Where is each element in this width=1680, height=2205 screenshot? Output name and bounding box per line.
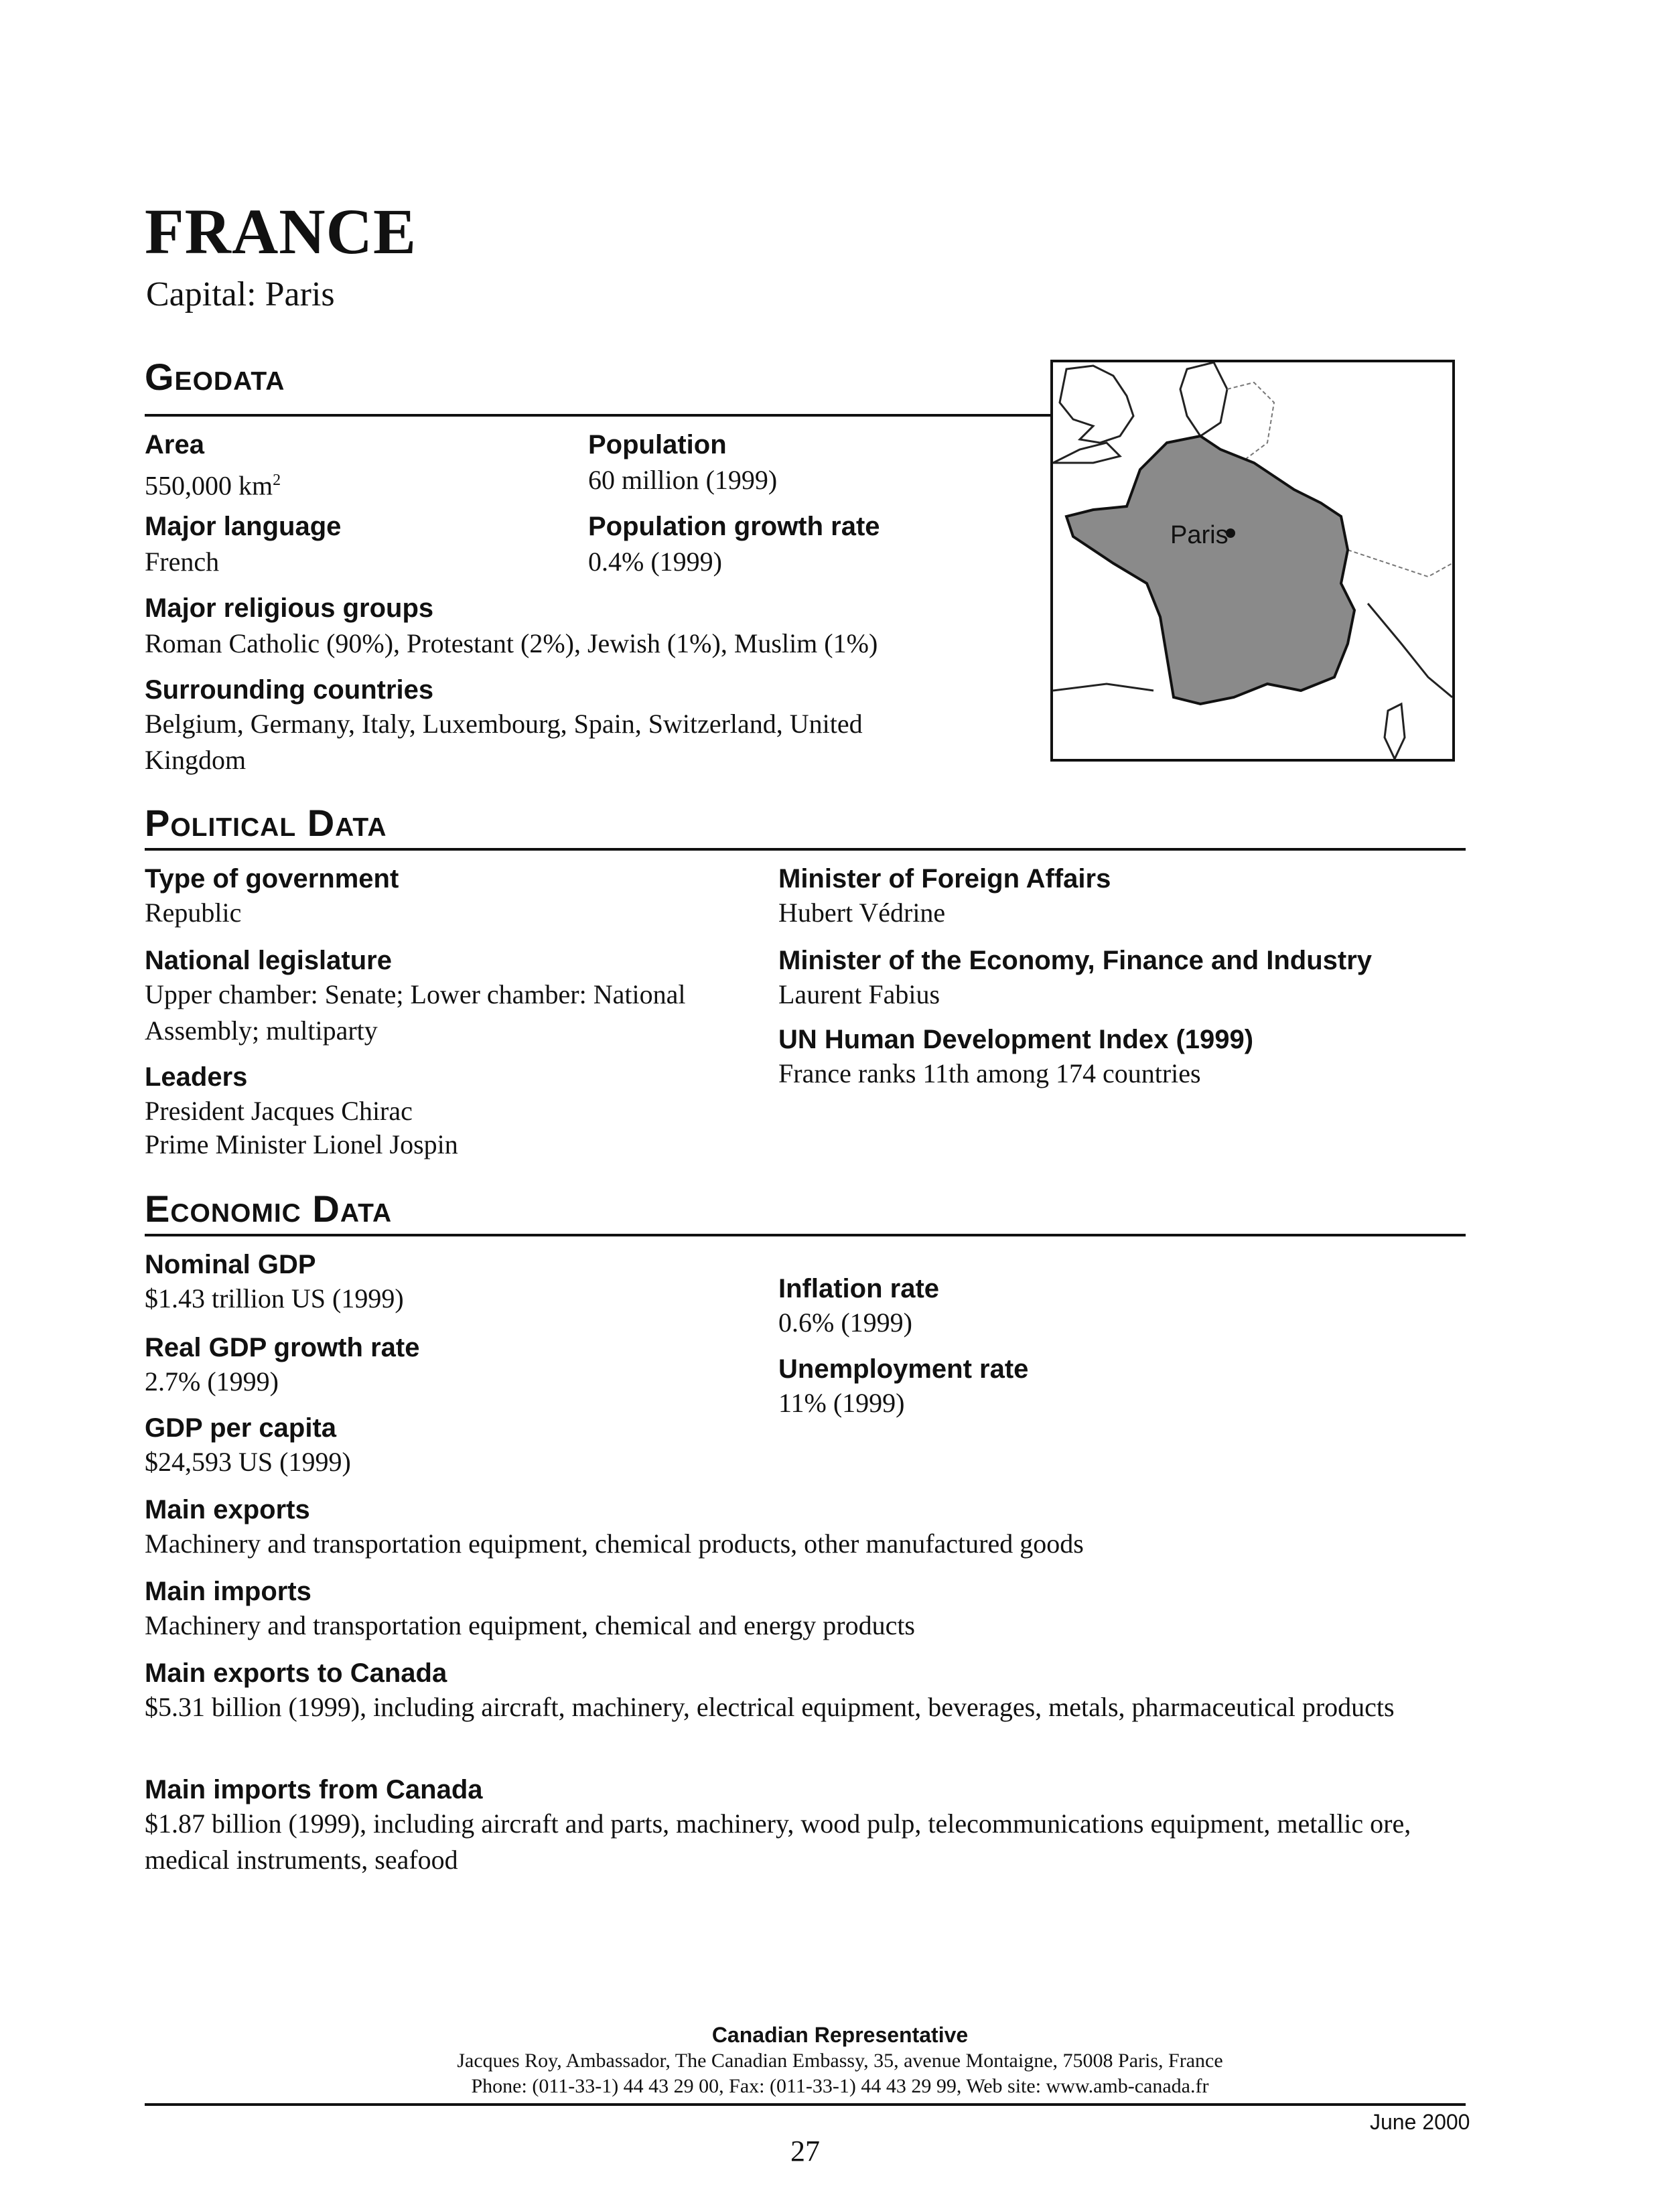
geodata-heading: Geodata <box>145 356 285 398</box>
footer-contact: Phone: (011-33-1) 44 43 29 00, Fax: (011-33-1) 44 43 29 99, Web site: www.amb-canada.fr <box>471 2075 1209 2097</box>
gov-label: Type of government <box>145 864 399 894</box>
germany-border <box>1220 382 1274 463</box>
imports-value: Machinery and transportation equipment, chemical and energy products <box>145 1610 915 1640</box>
population-value: 60 million (1999) <box>588 465 778 495</box>
per-capita-value: $24,593 US (1999) <box>145 1447 351 1477</box>
footer-spacer <box>145 2021 1466 2023</box>
economy-minister-label: Minister of the Economy, Finance and Industry <box>778 946 1373 975</box>
leaders-label: Leaders <box>145 1062 248 1092</box>
leader-prime-minister: Prime Minister Lionel Jospin <box>145 1129 458 1159</box>
unemployment-value: 11% (1999) <box>778 1388 905 1418</box>
exports-label: Main exports <box>145 1495 310 1524</box>
real-growth-value: 2.7% (1999) <box>145 1366 279 1397</box>
area-value: 550,000 $km^2$ <box>145 470 281 501</box>
religion-value: Roman Catholic (90%), Protestant (2%), Jewish (1%), Muslim (1%) <box>145 628 878 658</box>
area-label: Area <box>145 430 204 459</box>
page-number: 27 <box>790 2135 820 2167</box>
footer-rule <box>145 2103 1466 2106</box>
geodata-rule <box>145 414 1050 417</box>
language-label: Major language <box>145 512 342 541</box>
unemployment-label: Unemployment rate <box>778 1354 1029 1384</box>
growth-label: Population growth rate <box>588 512 880 541</box>
political-rule <box>145 848 1466 851</box>
exports-canada-value: $5.31 billion (1999), including aircraft, machinery, electrical equipment, beverages, metals, pharmaceutical products <box>145 1692 1395 1722</box>
alps-border <box>1348 550 1452 577</box>
capital-line: Capital: Paris <box>146 275 335 313</box>
page-title: FRANCE <box>145 196 417 267</box>
political-heading: Political Data <box>145 802 387 844</box>
legislature-value: Upper chamber: Senate; Lower chamber: National Assembly; multiparty <box>145 979 686 1046</box>
gov-value: Republic <box>145 898 242 928</box>
benelux-outline <box>1180 362 1227 436</box>
footer-address: Jacques Roy, Ambassador, The Canadian Embassy, 35, avenue Montaigne, 75008 Paris, France <box>457 2050 1223 2072</box>
date-label: June 2000 <box>1370 2110 1470 2134</box>
gdp-label: Nominal GDP <box>145 1250 316 1279</box>
spain-coast <box>1053 684 1153 691</box>
france-shape <box>1066 436 1354 704</box>
per-capita-label: GDP per capita <box>145 1413 337 1443</box>
imports-canada-label: Main imports from Canada <box>145 1775 483 1804</box>
economy-minister-value: Laurent Fabius <box>778 979 940 1009</box>
map-svg <box>1053 362 1452 759</box>
imports-canada-value: $1.87 billion (1999), including aircraft and parts, machinery, wood pulp, telecommunications equipment, metallic ore, medical instruments, seafood <box>145 1808 1411 1875</box>
economic-rule <box>145 1234 1466 1236</box>
population-label: Population <box>588 430 727 459</box>
foreign-minister-value: Hubert Védrine <box>778 898 946 928</box>
growth-value: 0.4% (1999) <box>588 547 722 577</box>
inflation-value: 0.6% (1999) <box>778 1307 912 1338</box>
legislature-label: National legislature <box>145 946 392 975</box>
exports-canada-label: Main exports to Canada <box>145 1658 447 1688</box>
gdp-value: $1.43 trillion US (1999) <box>145 1283 404 1313</box>
inflation-label: Inflation rate <box>778 1274 940 1303</box>
cornwall-outline <box>1053 443 1120 463</box>
real-growth-label: Real GDP growth rate <box>145 1333 420 1362</box>
language-value: French <box>145 547 220 577</box>
hdi-value: France ranks 11th among 174 countries <box>778 1058 1201 1088</box>
france-map <box>1050 360 1455 762</box>
paris-label: Paris <box>1170 521 1229 549</box>
corsica-outline <box>1385 704 1405 759</box>
religion-label: Major religious groups <box>145 593 434 623</box>
footer-heading: Canadian Representative <box>711 2023 969 2047</box>
imports-label: Main imports <box>145 1577 311 1606</box>
leader-president: President Jacques Chirac <box>145 1096 413 1126</box>
economic-heading: Economic Data <box>145 1188 393 1230</box>
surrounding-value: Belgium, Germany, Italy, Luxembourg, Spain, Switzerland, United Kingdom <box>145 709 863 775</box>
exports-value: Machinery and transportation equipment, chemical products, other manufactured goods <box>145 1528 1084 1559</box>
surrounding-label: Surrounding countries <box>145 675 434 705</box>
italy-outline <box>1368 603 1452 697</box>
hdi-label: UN Human Development Index (1999) <box>778 1025 1254 1054</box>
foreign-minister-label: Minister of Foreign Affairs <box>778 864 1111 894</box>
uk-outline <box>1060 366 1133 443</box>
